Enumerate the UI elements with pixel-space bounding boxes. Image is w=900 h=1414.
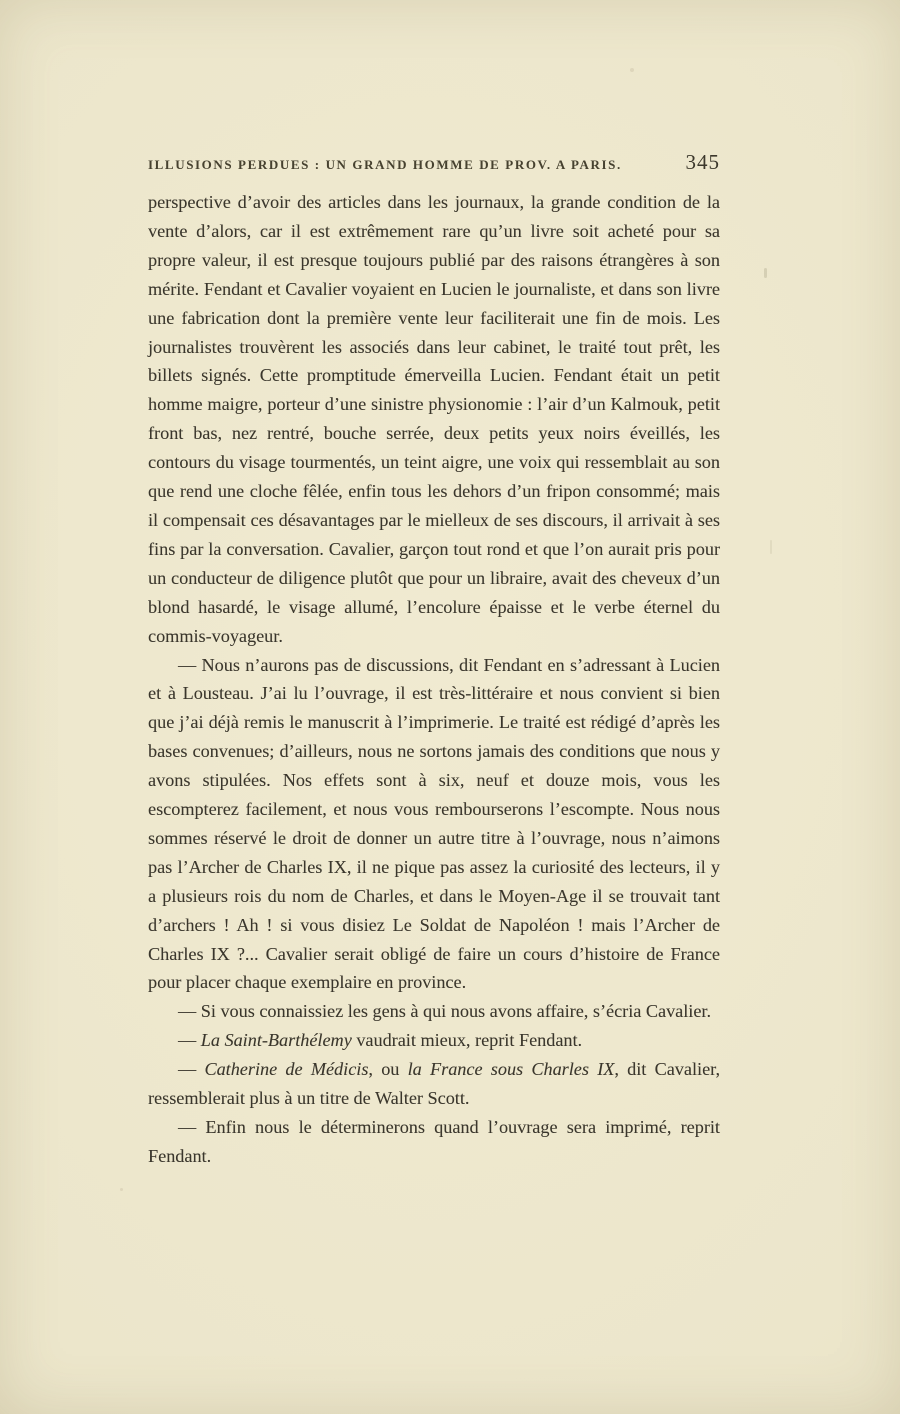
text-segment: — Enfin nous le déterminerons quand l’ouvrage sera imprimé, reprit Fendant. <box>148 1117 720 1166</box>
text-segment: , dit Cavalier, ressemblerait plus à un titre de Walter Scott. <box>148 1059 721 1109</box>
text-segment: — Si vous connaissiez les gens à qui nous avons affaire, s’écria Cavalier. <box>178 1001 712 1022</box>
paragraph <box>148 188 720 651</box>
text-segment: — <box>178 1030 201 1051</box>
text-segment: — Nous n’aurons pas de discussions, dit Fendant en s’adressant à Lucien et à Lousteau. J’ai lu l’ouvrage, il est très-littéraire et nous convient si bien que j’ai déjà remis le manuscrit à l’imprimerie. Le traité est rédigé d’après les bases convenues; d’ailleurs, nous ne sortons jamais des conditions que nous y avons stipulées. Nos effets sont à six, neuf et douze mois, vous les escompterez facilement, et nous vous rembourserons l’escompte. Nous nous sommes réservé le droit de donner un autre titre à l’ouvrage, nous n’aimons pas l’Archer de Charles IX, il ne pique pas assez la curiosité des lecteurs, il y a plusieurs rois du nom de Charles, et dans le Moyen-Age il se trouvait tant d’archers ! Ah ! si vous disiez Le Soldat de Napoléon ! mais l’Archer de Charles IX ?... Cavalier serait obligé de faire un cours d’histoire de France pour placer chaque exemplaire en province. <box>148 654 720 993</box>
paper-speck <box>630 68 634 72</box>
text-body <box>148 188 720 1171</box>
paragraph <box>148 1055 720 1113</box>
text-segment: vaudrait mieux, reprit Fendant. <box>351 1030 583 1051</box>
running-title: ILLUSIONS PERDUES : UN GRAND HOMME DE PROV. A PARIS. <box>148 157 622 172</box>
paragraph <box>148 1026 720 1055</box>
italic-text: Catherine de Médicis <box>204 1059 369 1080</box>
running-header <box>148 150 720 175</box>
italic-text: La Saint-Barthélemy <box>200 1030 352 1051</box>
page-content <box>148 150 720 1171</box>
text-segment: — <box>178 1059 205 1080</box>
text-segment: , ou <box>368 1059 408 1080</box>
text-segment: perspective d’avoir des articles dans les journaux, la grande condition de la vente d’alors, car il est extrêmement rare qu’un livre soit acheté pour sa propre valeur, il est presque toujours publié par des raisons étrangères à son mérite. Fendant et Cavalier voyaient en Lucien le journaliste, et dans son livre une fabrication dont la première vente leur faciliterait une fin de mois. Les journalistes trouvèrent les associés dans leur cabinet, le traité tout prêt, les billets signés. Cette promptitude émerveilla Lucien. Fendant était un petit homme maigre, porteur d’une sinistre physionomie : l’air d’un Kalmouk, petit front bas, nez rentré, bouche serrée, deux petits yeux noirs éveillés, les contours du visage tourmentés, un teint aigre, une voix qui ressemblait au son que rend une cloche fêlée, enfin tous les dehors d’un fripon consommé; mais il compensait ces désavantages par le mielleux de ses discours, il arrivait à ses fins par la conversation. Cavalier, garçon tout rond et que l’on aurait pris pour un conducteur de diligence plutôt que pour un libraire, avait des cheveux d’un blond hasardé, le visage allumé, l’encolure épaisse et le verbe éternel du commis-voyageur. <box>148 192 720 646</box>
italic-text: la France sous Charles IX <box>407 1059 615 1080</box>
paragraph <box>148 1113 720 1171</box>
paragraph <box>148 651 720 998</box>
paper-speck <box>770 540 772 554</box>
paper-speck <box>764 268 767 278</box>
paragraph <box>148 997 720 1026</box>
paper-speck <box>120 1188 123 1191</box>
page-number: 345 <box>685 150 720 174</box>
